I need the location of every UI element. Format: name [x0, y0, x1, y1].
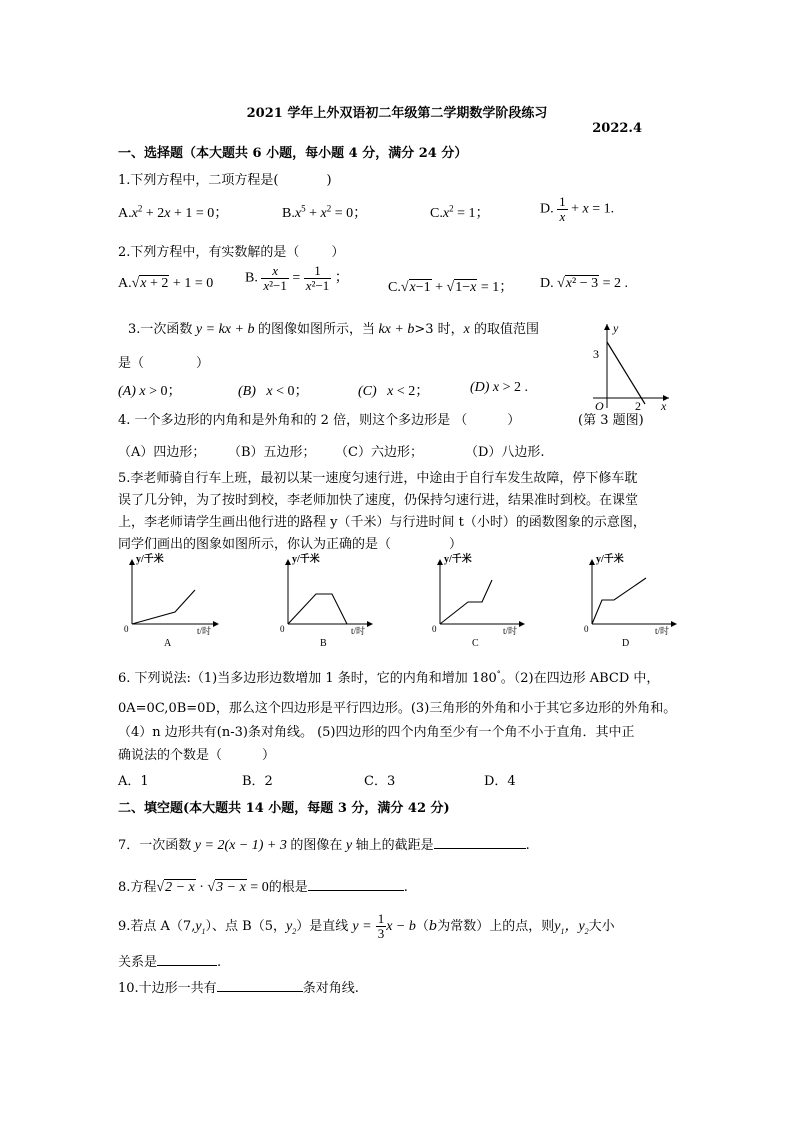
q5-graph-a	[124, 552, 218, 649]
q5-graph-c	[432, 552, 524, 649]
exam-date: 2022.4	[592, 121, 642, 136]
q5-a-origin: 0	[124, 624, 129, 634]
q7-stem: 7．一次函数 y = 2(x − 1) + 3 的图像在 y 轴上的截距是 .	[118, 838, 530, 853]
q2-option-d: D. √x² − 3 = 2 .	[540, 276, 629, 291]
q5-b-label: B	[320, 638, 327, 649]
q5-c-label: C	[472, 638, 479, 649]
section1-heading: 一、选择题（本大题共 6 小题，每小题 4 分，满分 24 分）	[118, 146, 468, 161]
svg-text:3: 3	[593, 347, 599, 361]
q5-a-xlabel: t/时	[197, 626, 212, 636]
q5-line3: 上，李老师请学生画出他行进的路程 y（千米）与行进时间 t（小时）的函数图象的示意图，	[118, 515, 646, 530]
section2-heading: 二、填空题(本大题共 14 小题，每题 3 分，满分 42 分)	[118, 801, 450, 816]
q1-option-b: $B.x^5 + x^2 = 0$；	[282, 203, 368, 221]
q2-option-b: B. $\frac{x}{\text{x²−1}}$ = $\frac{1}{\text{x²−1}}$ ；	[245, 263, 349, 293]
q3-option-c: (C) x < 2；	[358, 384, 430, 399]
page-title: 2021 学年上外双语初二年级第二学期数学阶段练习	[246, 106, 548, 121]
svg-text:2: 2	[635, 399, 641, 410]
q7-answer-blank[interactable]	[434, 848, 526, 849]
q5-line1: 5.李老师骑自行车上班，最初以某一速度匀速行进，中途由于自行车发生故障，停下修车耽	[118, 471, 638, 486]
q5-d-ylabel: y/千米	[596, 554, 624, 565]
q3-stem-line2: 是（ ）	[118, 356, 210, 371]
q1-option-c: $C.x^2 = 1$；	[430, 203, 490, 221]
q9-stem: 9.若点 $A(7,y_1)$、点 B（5，$y_2$）是直线 y = $\frac{1}{3}$ x − b（b为常数）上的点，则$y_1$，$y_2$大小	[118, 911, 615, 941]
q5-b-xlabel: t/时	[351, 626, 366, 636]
q9-answer-blank[interactable]	[157, 965, 217, 966]
q5-line2: 误了几分钟，为了按时到校，李老师加快了速度，仍保持匀速行进，结果准时到校。在课堂	[118, 493, 639, 508]
q4-option-d: （D）八边形.	[465, 445, 545, 460]
q5-c-xlabel: t/时	[503, 626, 518, 636]
q6-option-d: D．4	[484, 774, 516, 789]
q6-option-a: A．1	[118, 774, 149, 789]
svg-text:y: y	[613, 321, 619, 335]
q6-line4: 确说法的个数是（ ）	[118, 748, 276, 763]
q4-option-a: （A）四边形；	[118, 445, 206, 460]
q10-answer-blank[interactable]	[217, 991, 303, 992]
svg-text:x: x	[661, 399, 667, 410]
q6-line1: 6. 下列说法:（1)当多边形边数增加 1 条时，它的内角和增加 180°。（2)在四边形 ABCD 中，	[118, 669, 660, 686]
q4-option-c: （C）六边形；	[335, 445, 423, 460]
q5-a-ylabel: y/千米	[136, 554, 164, 565]
q3-option-b: (B) x < 0；	[238, 384, 309, 399]
q6-option-b: B．2	[242, 774, 273, 789]
q5-b-origin: 0	[280, 624, 285, 634]
q3-graph-caption: (第 3 题图)	[578, 413, 644, 428]
q2-stem: 2.下列方程中，有实数解的是（ ）	[118, 245, 345, 260]
q6-line3: （4）n 边形共有(n-3)条对角线。 (5)四边形的四个内角至少有一个角不小于直角．其中正	[118, 725, 635, 740]
q5-a-label: A	[164, 638, 172, 649]
q2-option-a: A.√x + 2 + 1 = 0	[118, 276, 214, 291]
q5-b-ylabel: y/千米	[292, 554, 320, 565]
q8-answer-blank[interactable]	[308, 890, 404, 891]
q3-option-d: (D) x > 2 .	[470, 380, 529, 395]
q1-option-d: D. $\frac{1}{x}$ + x = 1.	[540, 194, 615, 224]
q5-d-xlabel: t/时	[655, 626, 670, 636]
q3-graph	[575, 318, 675, 410]
q5-d-label: D	[622, 638, 630, 649]
q10-stem: 10.十边形一共有 条对角线.	[118, 981, 359, 996]
q2-option-c: C.√x−1 + √1−x = 1；	[388, 280, 514, 295]
q3-option-a: (A) x > 0；	[118, 384, 182, 399]
q5-line4: 同学们画出的图象如图所示，你认为正确的是（ ）	[118, 537, 463, 552]
q1-stem: 1.下列方程中，二项方程是( )	[118, 173, 332, 188]
q9-line2: 关系是 .	[118, 955, 222, 970]
q5-graph-d	[584, 552, 676, 649]
svg-text:O: O	[595, 399, 604, 410]
q5-graphs	[110, 550, 690, 650]
q5-graph-b	[280, 552, 372, 649]
q5-d-origin: 0	[584, 624, 589, 634]
q5-c-ylabel: y/千米	[444, 554, 472, 565]
q5-c-origin: 0	[432, 624, 437, 634]
q6-line2: 0A=0C,0B=0D，那么这个四边形是平行四边形。(3)三角形的外角和小于其它多边形的外角和。	[118, 701, 677, 716]
q4-option-b: （B）五边形；	[228, 445, 316, 460]
q8-stem: 8.方程√2 − x · √3 − x = 0的根是 .	[118, 880, 408, 895]
q4-stem: 4. 一个多边形的内角和是外角和的 2 倍，则这个多边形是 （ ）	[118, 413, 521, 428]
q3-stem: 3.一次函数 y = kx + b 的图像如图所示，当 kx + b>3 时，x 的取值范围	[128, 322, 540, 337]
q1-option-a: $A.x^2 + 2x + 1 = 0$；	[118, 203, 229, 221]
q6-option-c: C．3	[364, 774, 396, 789]
